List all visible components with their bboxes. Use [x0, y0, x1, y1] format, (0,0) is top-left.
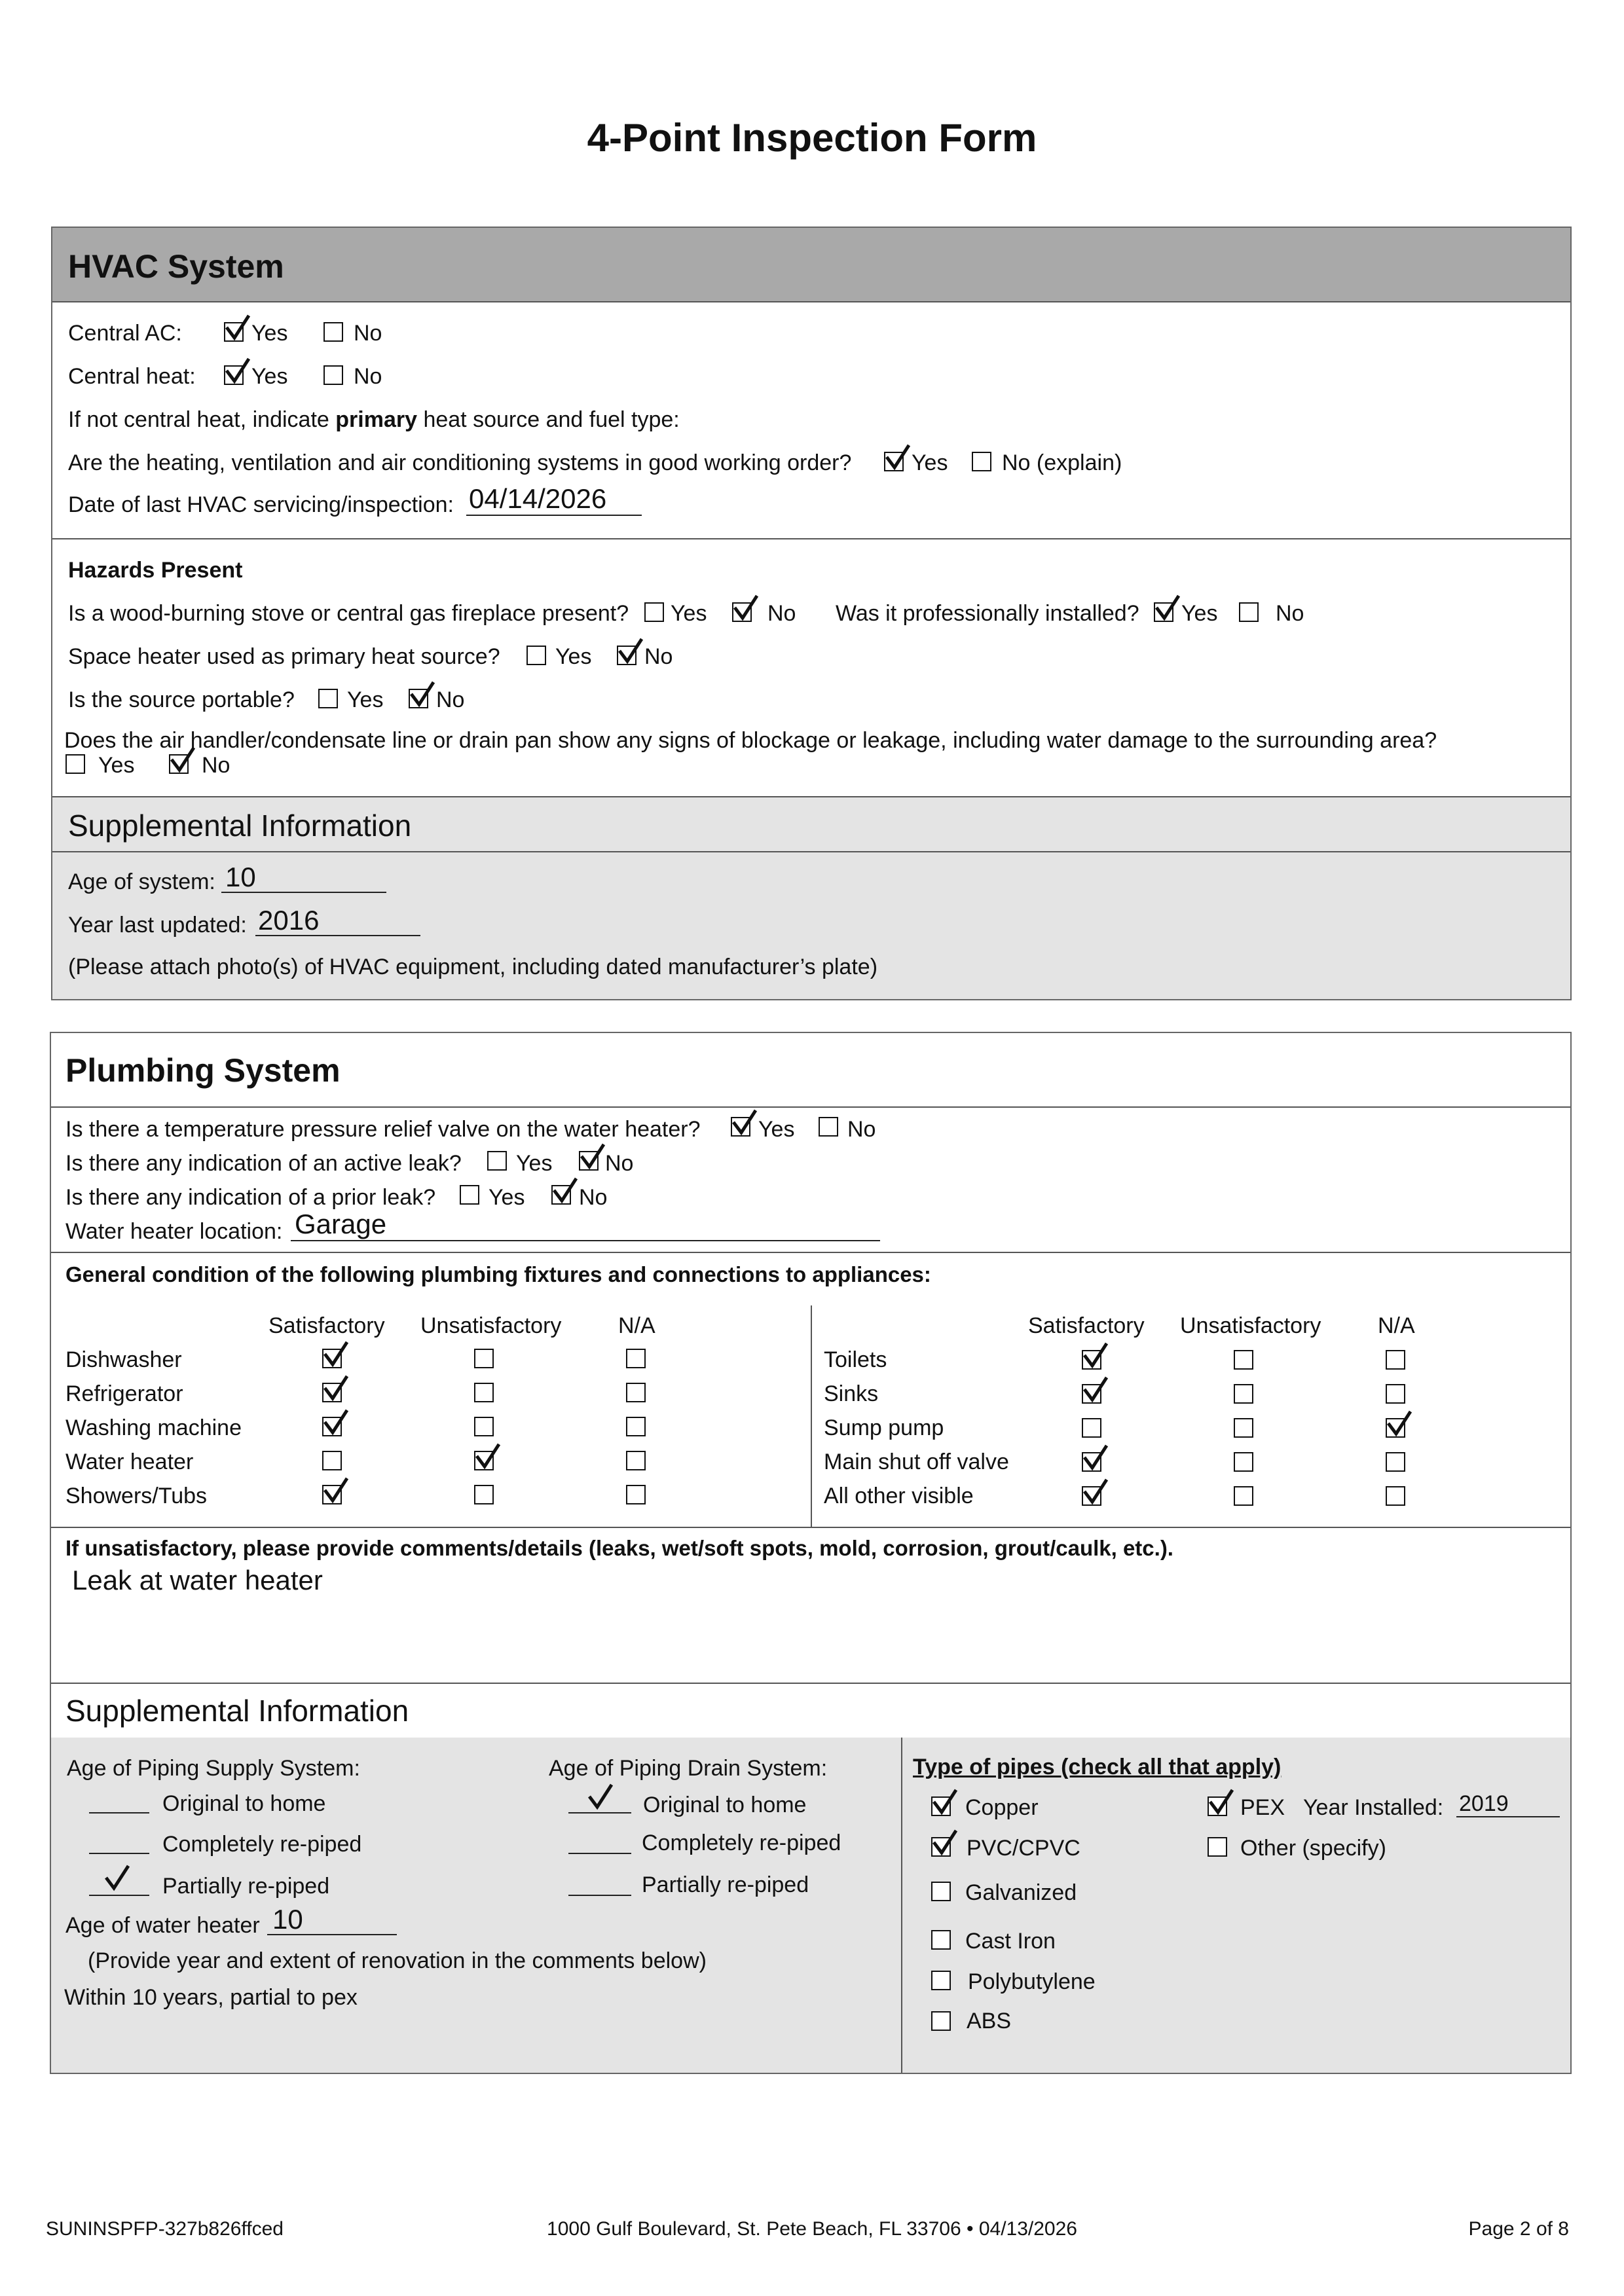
water-heater-location-label: Water heater location:	[65, 1219, 283, 1244]
checkmark-icon	[883, 443, 912, 471]
hvac-header: HVAC System	[68, 248, 284, 285]
sump-pump-unsat-checkbox[interactable]	[1234, 1418, 1253, 1438]
cast-iron-checkbox[interactable]	[931, 1930, 951, 1950]
good-order-no-explain-label: No (explain)	[1002, 450, 1122, 475]
pro-installed-yes-label: Yes	[1181, 601, 1218, 626]
system-age-value[interactable]: 10	[225, 862, 256, 892]
wood-stove-yes-checkbox[interactable]	[644, 602, 664, 622]
hvac-photo-note: (Please attach photo(s) of HVAC equipment, including dated manufacturer’s plate)	[68, 955, 878, 979]
fixture-label: All other visible	[824, 1484, 974, 1508]
toilets-unsat-checkbox[interactable]	[1234, 1350, 1253, 1370]
refrigerator-unsat-checkbox[interactable]	[474, 1383, 494, 1402]
right-col-na: N/A	[1378, 1313, 1415, 1338]
active-leak-yes-label: Yes	[516, 1151, 553, 1176]
portable-question: Is the source portable?	[68, 687, 295, 712]
checkmark-icon	[102, 1863, 131, 1892]
hazards-header: Hazards Present	[68, 558, 243, 583]
checkmark-icon	[321, 1476, 350, 1504]
pro-installed-no-checkbox[interactable]	[1239, 602, 1259, 622]
dishwasher-na-checkbox[interactable]	[626, 1349, 646, 1368]
fixture-label: Refrigerator	[65, 1381, 183, 1406]
left-col-na: N/A	[618, 1313, 655, 1338]
space-heater-yes-checkbox[interactable]	[526, 646, 546, 665]
other-pipe-label: Other (specify)	[1240, 1836, 1386, 1861]
unsatisfactory-comment[interactable]: Leak at water heater	[72, 1565, 323, 1595]
other-pipe-checkbox[interactable]	[1208, 1837, 1227, 1857]
drain-partially-label: Partially re-piped	[642, 1872, 809, 1897]
checkmark-icon	[1080, 1443, 1109, 1472]
main-shutoff-unsat-checkbox[interactable]	[1234, 1452, 1253, 1472]
year-updated-label: Year last updated:	[68, 913, 247, 938]
hvac-supplemental-header: Supplemental Information	[68, 809, 412, 843]
active-leak-yes-checkbox[interactable]	[487, 1151, 507, 1171]
checkmark-icon	[731, 593, 760, 622]
air-handler-yes-checkbox[interactable]	[65, 754, 85, 774]
abs-checkbox[interactable]	[931, 2011, 951, 2031]
main-shutoff-na-checkbox[interactable]	[1386, 1452, 1405, 1472]
checkmark-icon	[168, 745, 196, 774]
page-title: 4-Point Inspection Form	[587, 116, 1037, 160]
tpr-valve-question: Is there a temperature pressure relief valve on the water heater?	[65, 1117, 701, 1142]
year-updated-value[interactable]: 2016	[258, 905, 320, 936]
abs-label: ABS	[967, 2009, 1012, 2033]
checkmark-icon	[930, 1787, 959, 1816]
checkmark-icon	[1080, 1375, 1109, 1404]
left-col-unsatisfactory: Unsatisfactory	[420, 1313, 562, 1338]
fixture-label: Sump pump	[824, 1415, 944, 1440]
renovation-note: (Provide year and extent of renovation in the comments below)	[88, 1948, 707, 1973]
good-order-question: Are the heating, ventilation and air conditioning systems in good working order?	[68, 450, 852, 475]
pex-label: PEX	[1240, 1795, 1285, 1820]
water-heater-age-value[interactable]: 10	[272, 1904, 303, 1935]
good-order-yes-label: Yes	[912, 450, 948, 475]
central-ac-yes-label: Yes	[251, 321, 288, 346]
checkmark-icon	[223, 313, 251, 342]
system-age-label: Age of system:	[68, 869, 215, 894]
polybutylene-checkbox[interactable]	[931, 1971, 951, 1990]
space-heater-question: Space heater used as primary heat source?	[68, 644, 500, 669]
footer-form-id: SUNINSPFP-327b826ffced	[46, 2218, 284, 2240]
showers-tubs-na-checkbox[interactable]	[626, 1485, 646, 1504]
portable-no-label: No	[436, 687, 465, 712]
checkmark-icon	[223, 356, 251, 385]
supply-original-label: Original to home	[162, 1791, 326, 1816]
fixtures-header: General condition of the following plumbing fixtures and connections to appliances:	[65, 1262, 931, 1286]
drain-original-label: Original to home	[643, 1793, 807, 1817]
fixture-label: Main shut off valve	[824, 1449, 1009, 1474]
checkmark-icon	[1206, 1787, 1235, 1816]
portable-yes-label: Yes	[347, 687, 384, 712]
wood-stove-no-label: No	[767, 601, 796, 626]
plumbing-header: Plumbing System	[65, 1052, 341, 1089]
toilets-na-checkbox[interactable]	[1386, 1350, 1405, 1370]
tpr-valve-no-label: No	[847, 1117, 876, 1142]
supply-system-label: Age of Piping Supply System:	[67, 1756, 360, 1781]
refrigerator-na-checkbox[interactable]	[626, 1383, 646, 1402]
right-col-satisfactory: Satisfactory	[1028, 1313, 1145, 1338]
checkmark-icon	[616, 636, 644, 665]
pvc-cpvc-label: PVC/CPVC	[967, 1836, 1080, 1861]
checkmark-icon	[1080, 1341, 1109, 1370]
checkmark-icon	[729, 1108, 758, 1137]
prior-leak-no-label: No	[579, 1185, 608, 1210]
galvanized-label: Galvanized	[965, 1880, 1077, 1905]
drain-completely-label: Completely re-piped	[642, 1831, 841, 1855]
water-heater-age-label: Age of water heater	[65, 1913, 260, 1938]
year-installed-value[interactable]: 2019	[1459, 1791, 1509, 1816]
tpr-valve-yes-label: Yes	[758, 1117, 795, 1142]
all-other-unsat-checkbox[interactable]	[1234, 1486, 1253, 1506]
checkmark-icon	[1153, 593, 1181, 622]
plumbing-supplemental-header: Supplemental Information	[65, 1694, 409, 1728]
supply-partially-label: Partially re-piped	[162, 1874, 330, 1899]
checkmark-icon	[578, 1142, 606, 1171]
water-heater-na-checkbox[interactable]	[626, 1451, 646, 1470]
service-date-label: Date of last HVAC servicing/inspection:	[68, 492, 454, 517]
checkmark-icon	[321, 1408, 350, 1436]
polybutylene-label: Polybutylene	[968, 1969, 1096, 1994]
active-leak-no-label: No	[605, 1151, 634, 1176]
cast-iron-label: Cast Iron	[965, 1929, 1056, 1954]
fixture-label: Washing machine	[65, 1415, 242, 1440]
wood-stove-question: Is a wood-burning stove or central gas fireplace present?	[68, 601, 629, 626]
space-heater-no-label: No	[644, 644, 673, 669]
washing-machine-na-checkbox[interactable]	[626, 1417, 646, 1436]
checkmark-icon	[321, 1339, 350, 1368]
sinks-na-checkbox[interactable]	[1386, 1384, 1405, 1404]
checkmark-icon	[930, 1828, 959, 1857]
dishwasher-unsat-checkbox[interactable]	[474, 1349, 494, 1368]
central-ac-label: Central AC:	[68, 321, 182, 346]
supply-completely-label: Completely re-piped	[162, 1832, 362, 1857]
prior-leak-question: Is there any indication of a prior leak?	[65, 1185, 436, 1210]
checkmark-icon	[1384, 1409, 1413, 1438]
air-handler-yes-label: Yes	[98, 753, 135, 778]
sinks-unsat-checkbox[interactable]	[1234, 1384, 1253, 1404]
copper-label: Copper	[965, 1795, 1039, 1820]
checkmark-icon	[473, 1442, 502, 1470]
unsatisfactory-header: If unsatisfactory, please provide comments/details (leaks, wet/soft spots, mold, corrosion, grout/caulk, etc.).	[65, 1536, 1173, 1560]
fixture-label: Sinks	[824, 1381, 879, 1406]
pipe-types-header: Type of pipes (check all that apply)	[913, 1755, 1282, 1779]
tpr-valve-no-checkbox[interactable]	[819, 1117, 838, 1137]
central-heat-label: Central heat:	[68, 364, 196, 389]
all-other-na-checkbox[interactable]	[1386, 1486, 1405, 1506]
checkmark-icon	[407, 680, 436, 708]
drain-system-label: Age of Piping Drain System:	[549, 1756, 828, 1781]
checkmark-icon	[585, 1782, 614, 1811]
pro-installed-question: Was it professionally installed?	[836, 601, 1139, 626]
left-col-satisfactory: Satisfactory	[268, 1313, 385, 1338]
air-handler-no-label: No	[202, 753, 231, 778]
renovation-comment[interactable]: Within 10 years, partial to pex	[64, 1985, 358, 2010]
fixture-label: Showers/Tubs	[65, 1484, 208, 1508]
central-ac-no-label: No	[354, 321, 382, 346]
washing-machine-unsat-checkbox[interactable]	[474, 1417, 494, 1436]
water-heater-location-value[interactable]: Garage	[295, 1209, 387, 1239]
central-heat-no-checkbox[interactable]	[323, 365, 343, 385]
showers-tubs-unsat-checkbox[interactable]	[474, 1485, 494, 1504]
prior-leak-yes-label: Yes	[489, 1185, 525, 1210]
active-leak-question: Is there any indication of an active leak?	[65, 1151, 462, 1176]
central-heat-no-label: No	[354, 364, 382, 389]
prior-leak-yes-checkbox[interactable]	[460, 1185, 479, 1205]
galvanized-checkbox[interactable]	[931, 1882, 951, 1901]
checkmark-icon	[1080, 1477, 1109, 1506]
space-heater-yes-label: Yes	[555, 644, 592, 669]
fixture-label: Toilets	[824, 1347, 887, 1372]
central-ac-no-checkbox[interactable]	[323, 322, 343, 342]
fixture-label: Dishwasher	[65, 1347, 182, 1372]
water-heater-sat-checkbox[interactable]	[322, 1451, 342, 1470]
good-order-no-checkbox[interactable]	[972, 452, 991, 471]
checkmark-icon	[321, 1374, 350, 1402]
footer-address: 1000 Gulf Boulevard, St. Pete Beach, FL 33706 • 04/13/2026	[547, 2218, 1077, 2240]
fixture-label: Water heater	[65, 1449, 194, 1474]
pro-installed-no-label: No	[1276, 601, 1304, 626]
service-date-value[interactable]: 04/14/2026	[469, 483, 607, 514]
portable-yes-checkbox[interactable]	[318, 689, 338, 708]
right-col-unsatisfactory: Unsatisfactory	[1180, 1313, 1321, 1338]
checkmark-icon	[550, 1176, 579, 1205]
primary-heat-source-line: If not central heat, indicate primary heat source and fuel type:	[68, 407, 680, 432]
central-heat-yes-label: Yes	[251, 364, 288, 389]
sump-pump-sat-checkbox[interactable]	[1082, 1418, 1101, 1438]
footer-page-number: Page 2 of 8	[1468, 2218, 1569, 2240]
air-handler-question: Does the air handler/condensate line or drain pan show any signs of blockage or leakage, including water damage to the surrounding area?	[64, 728, 1437, 753]
wood-stove-yes-label: Yes	[671, 601, 707, 626]
year-installed-label: Year Installed:	[1303, 1795, 1444, 1820]
